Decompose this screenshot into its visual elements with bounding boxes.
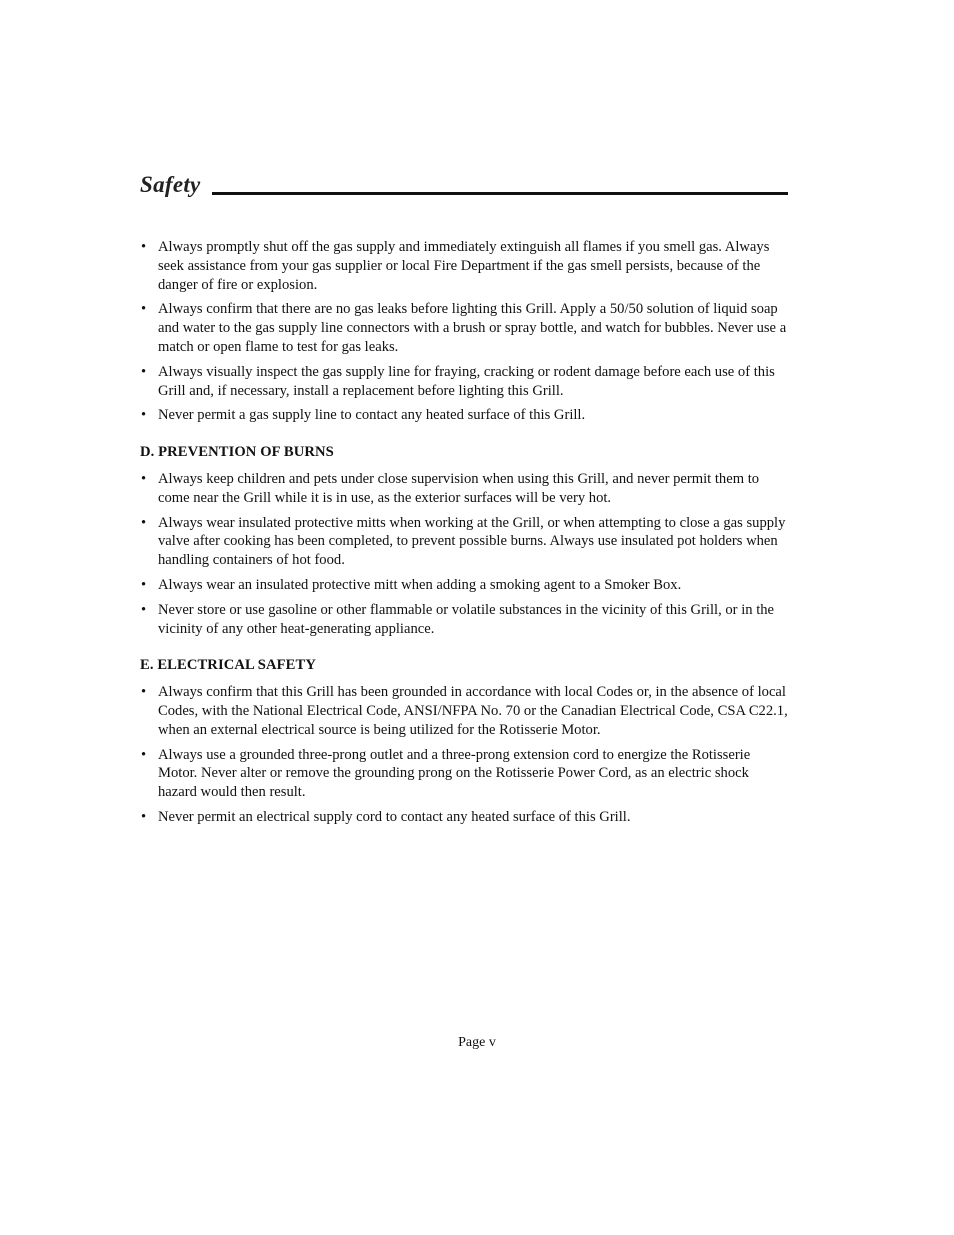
page-number: Page v bbox=[458, 1035, 496, 1050]
list-item: • Always confirm that there are no gas leaks before lighting this Grill. Apply a 50/50 solution of liquid soap and water to the gas supply line connectors with a brush or spray bottle, and watch for bubbles. Never use a match or open flame to test for gas leaks. bbox=[141, 301, 787, 355]
bullet-icon: • bbox=[141, 576, 147, 593]
list-item: • Always promptly shut off the gas supply and immediately extinguish all flames if you smell gas. Always seek assistance from your gas supplier or local Fire Department if the gas smell persists, because of the danger of fire or explosion. bbox=[141, 239, 770, 293]
electrical-list bbox=[140, 683, 788, 827]
bullet-icon: • bbox=[141, 601, 147, 618]
section-heading-electrical: E. ELECTRICAL SAFETY bbox=[140, 657, 316, 674]
list-item: • Never permit an electrical supply cord to contact any heated surface of this Grill. bbox=[141, 808, 631, 825]
gas-safety-list bbox=[140, 238, 788, 425]
list-item: • Always visually inspect the gas supply line for fraying, cracking or rodent damage before each use of this Grill and, if necessary, install a replacement before lighting this Grill. bbox=[141, 363, 775, 399]
header-rule bbox=[212, 192, 788, 195]
main-content bbox=[140, 238, 788, 833]
list-item: • Always wear insulated protective mitts when working at the Grill, or when attempting to close a gas supply valve after cooking has been completed, to prevent possible burns. Always use insulated pot holders when handling containers of hot food. bbox=[141, 514, 786, 569]
section-heading-burns: D. PREVENTION OF BURNS bbox=[140, 444, 334, 461]
bullet-icon: • bbox=[141, 363, 147, 380]
list-item: • Always use a grounded three-prong outlet and a three-prong extension cord to energize the Rotisserie Motor. Never alter or remove the grounding prong on the Rotisserie Power Cord, as an electric shock hazard would then result. bbox=[141, 746, 751, 801]
bullet-icon: • bbox=[141, 746, 147, 763]
burns-list bbox=[140, 470, 788, 638]
bullet-icon: • bbox=[141, 470, 147, 487]
list-item: • Always confirm that this Grill has been grounded in accordance with local Codes or, in the absence of local Codes, with the National Electrical Code, ANSI/NFPA No. 70 or the Canadian Electrical Code, CSA C22.1, when an external electrical source is being utilized for the Rotisserie Motor. bbox=[141, 684, 788, 738]
list-item: • Never store or use gasoline or other flammable or volatile substances in the vicinity of this Grill, or in the vicinity of any other heat-generating appliance. bbox=[141, 601, 775, 637]
page-header bbox=[140, 170, 788, 200]
bullet-icon: • bbox=[141, 301, 147, 318]
list-item: • Always wear an insulated protective mitt when adding a smoking agent to a Smoker Box. bbox=[141, 576, 682, 593]
list-item: • Never permit a gas supply line to contact any heated surface of this Grill. bbox=[141, 407, 586, 424]
bullet-icon: • bbox=[141, 684, 147, 701]
bullet-icon: • bbox=[141, 239, 147, 255]
bullet-icon: • bbox=[141, 407, 147, 424]
bullet-icon: • bbox=[141, 808, 147, 825]
bullet-icon: • bbox=[141, 514, 147, 531]
list-item: • Always keep children and pets under close supervision when using this Grill, and never permit them to come near the Grill while it is in use, as the exterior surfaces will be very hot. bbox=[141, 470, 760, 506]
page-title: Safety bbox=[140, 172, 201, 197]
